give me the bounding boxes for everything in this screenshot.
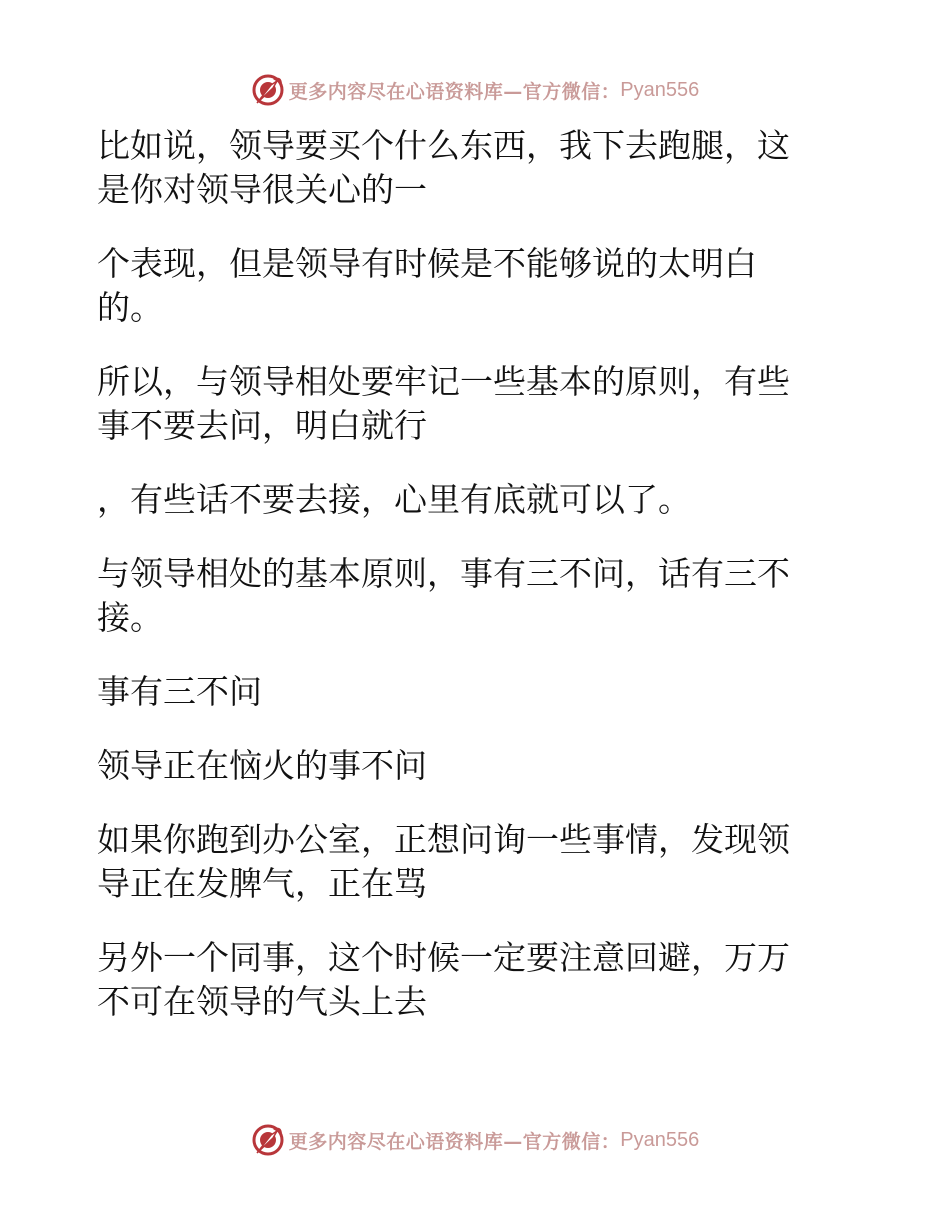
text-line: 领导正在恼火的事不问 <box>97 746 427 785</box>
text-line: 比如说，领导要买个什么东西，我下去跑腿，这 <box>97 126 790 165</box>
paragraph <box>97 242 837 330</box>
text-line: 另外一个同事，这个时候一定要注意回避，万万 <box>97 938 790 977</box>
text-line: ，有些话不要去接，心里有底就可以了。 <box>97 480 691 519</box>
footer-banner <box>0 1120 950 1160</box>
document-body <box>97 124 837 1054</box>
paragraph <box>97 478 837 522</box>
wechat-id: Pyan556 <box>620 1128 700 1151</box>
text-line: 是你对领导很关心的一 <box>97 170 427 209</box>
paragraph <box>97 552 837 640</box>
paragraph <box>97 818 837 906</box>
paragraph <box>97 360 837 448</box>
text-line: 事有三不问 <box>97 672 262 711</box>
banner-text: 更多内容尽在心语资料库—官方微信： <box>288 1130 621 1153</box>
quill-seal-logo-icon <box>251 1123 285 1157</box>
section-heading <box>97 670 837 714</box>
text-line: 不可在领导的气头上去 <box>97 982 427 1021</box>
text-line: 接。 <box>97 598 163 637</box>
sub-heading <box>97 744 837 788</box>
paragraph <box>97 936 837 1024</box>
paragraph <box>97 124 837 212</box>
text-line: 的。 <box>97 288 163 327</box>
text-line: 如果你跑到办公室，正想问询一些事情，发现领 <box>97 820 790 859</box>
text-line: 事不要去问，明白就行 <box>97 406 427 445</box>
text-line: 个表现，但是领导有时候是不能够说的太明白 <box>97 244 757 283</box>
banner-text: 更多内容尽在心语资料库—官方微信： <box>288 80 621 103</box>
header-banner <box>0 70 950 110</box>
wechat-id: Pyan556 <box>620 78 700 101</box>
text-line: 与领导相处的基本原则，事有三不问，话有三不 <box>97 554 790 593</box>
text-line: 所以，与领导相处要牢记一些基本的原则，有些 <box>97 362 790 401</box>
quill-seal-logo-icon <box>251 73 285 107</box>
text-line: 导正在发脾气，正在骂 <box>97 864 427 903</box>
